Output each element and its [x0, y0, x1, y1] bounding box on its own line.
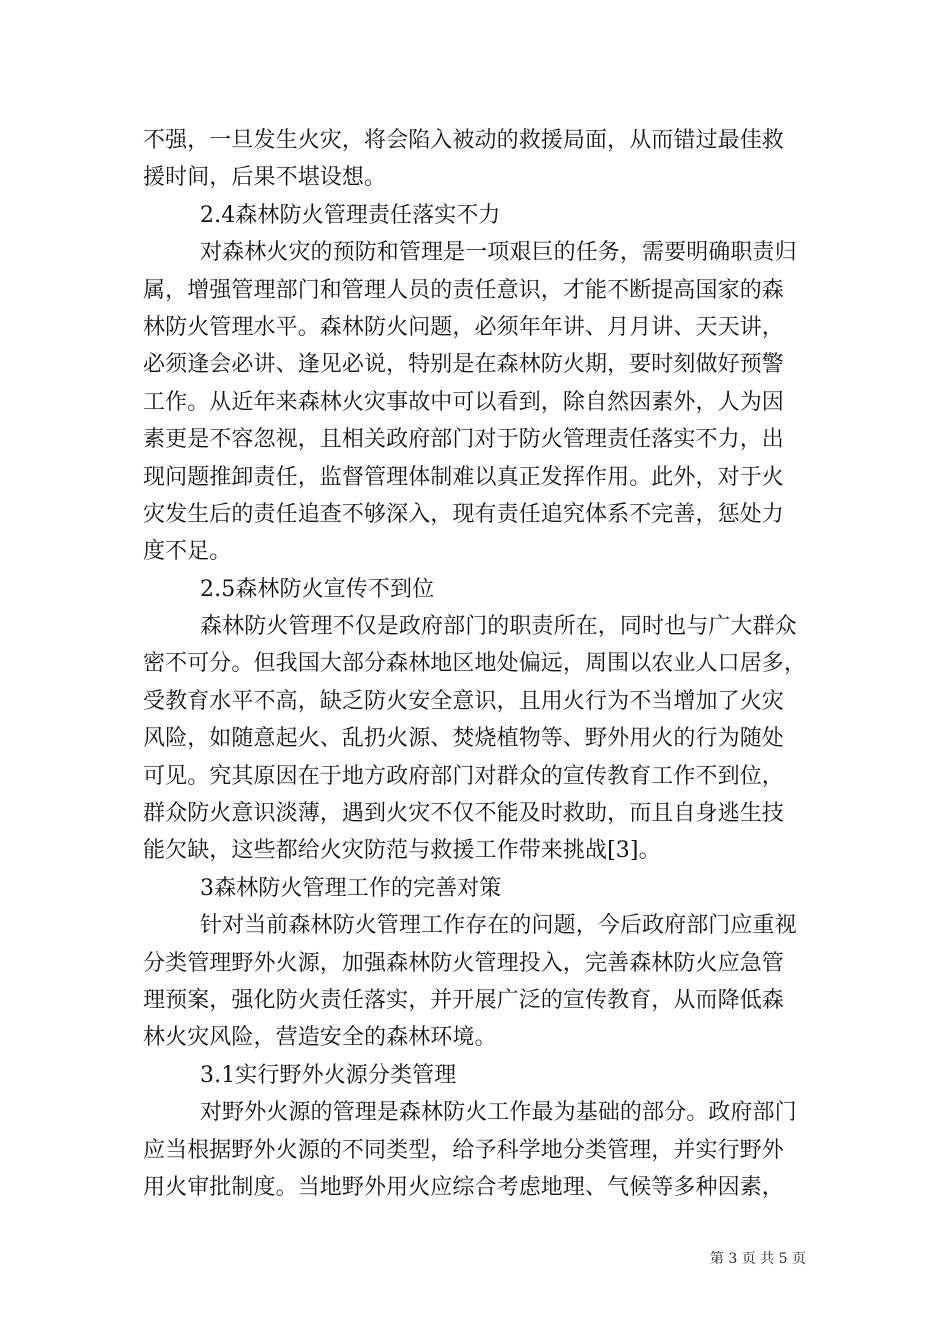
paragraph-line: 林火灾风险，营造安全的森林环境。 — [143, 1025, 497, 1051]
paragraph-line: 密不可分。但我国大部分森林地区地处偏远，周围以农业人口居多， — [143, 651, 807, 677]
paragraph-line: 理预案，强化防火责任落实，并开展广泛的宣传教育，从而降低森 — [143, 987, 784, 1013]
paragraph-line: 分类管理野外火源，加强森林防火管理投入，完善森林防火应急管 — [143, 950, 784, 976]
section-heading: 2.5森林防火宣传不到位 — [200, 576, 435, 602]
paragraph-line: 受教育水平不高，缺乏防火安全意识，且用火行为不当增加了火灾 — [143, 688, 784, 714]
paragraph-line: 能欠缺，这些都给火灾防范与救援工作带来挑战[3]。 — [143, 838, 661, 864]
paragraph-line: 森林防火管理不仅是政府部门的职责所在，同时也与广大群众 — [200, 614, 797, 640]
paragraph-line: 灾发生后的责任追查不够深入，现有责任追究体系不完善，惩处力 — [143, 501, 784, 527]
paragraph-line: 应当根据野外火源的不同类型，给予科学地分类管理，并实行野外 — [143, 1137, 784, 1163]
paragraph-line: 工作。从近年来森林火灾事故中可以看到，除自然因素外，人为因 — [143, 389, 784, 415]
paragraph-line: 对野外火源的管理是森林防火工作最为基础的部分。政府部门 — [200, 1100, 797, 1126]
section-heading: 2.4森林防火管理责任落实不力 — [200, 202, 501, 228]
page-footer: 第 3 页 共 5 页 — [709, 1251, 806, 1267]
paragraph-line: 素更是不容忽视，且相关政府部门对于防火管理责任落实不力，出 — [143, 427, 784, 453]
paragraph-line: 援时间，后果不堪设想。 — [143, 165, 387, 191]
document-body — [143, 122, 811, 1206]
paragraph-line: 对森林火灾的预防和管理是一项艰巨的任务，需要明确职责归 — [200, 240, 797, 266]
paragraph-line: 属，增强管理部门和管理人员的责任意识，才能不断提高国家的森 — [143, 277, 784, 303]
paragraph-line: 可见。究其原因在于地方政府部门对群众的宣传教育工作不到位， — [143, 763, 784, 789]
paragraph-line: 度不足。 — [143, 539, 232, 565]
paragraph-line: 现问题推卸责任，监督管理体制难以真正发挥作用。此外，对于火 — [143, 464, 784, 490]
paragraph-line: 林防火管理水平。森林防火问题，必须年年讲、月月讲、天天讲， — [143, 314, 784, 340]
paragraph-line: 必须逢会必讲、逢见必说，特别是在森林防火期，要时刻做好预警 — [143, 352, 784, 378]
paragraph-line: 风险，如随意起火、乱扔火源、焚烧植物等、野外用火的行为随处 — [143, 726, 784, 752]
paragraph-line: 群众防火意识淡薄，遇到火灾不仅不能及时救助，而且自身逃生技 — [143, 801, 784, 827]
paragraph-line: 针对当前森林防火管理工作存在的问题，今后政府部门应重视 — [200, 913, 797, 939]
section-heading: 3.1实行野外火源分类管理 — [200, 1062, 457, 1088]
section-heading: 3森林防火管理工作的完善对策 — [200, 875, 502, 901]
paragraph-line: 用火审批制度。当地野外用火应综合考虑地理、气候等多种因素， — [143, 1174, 784, 1200]
paragraph-line: 不强，一旦发生火灾，将会陷入被动的救援局面，从而错过最佳救 — [143, 128, 784, 153]
